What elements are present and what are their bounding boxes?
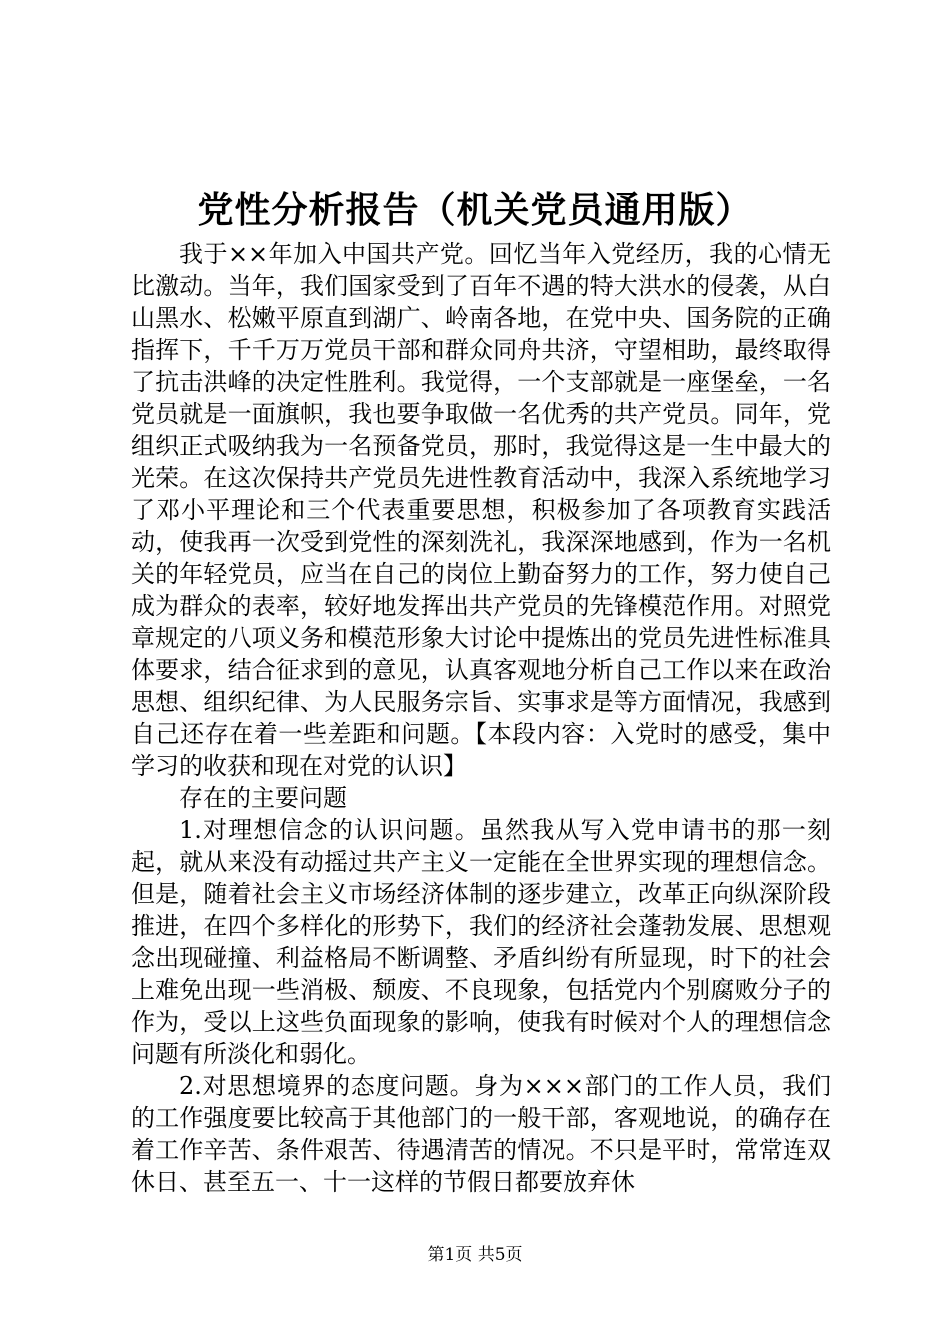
paragraph-problem-1: 1.对理想信念的认识问题。虽然我从写入党申请书的那一刻起，就从来没有动摇过共产主义一定能在全世界实现的理想信念。但是，随着社会主义市场经济体制的逐步建立，改革正向纵深阶段推进，在四个多样化的形势下，我们的经济社会蓬勃发展、思想观念出现碰撞、利益格局不断调整、矛盾纠纷有所显现，时下的社会上难免出现一些消极、颓废、不良现象，包括党内个别腐败分子的作为，受以上这些负面现象的影响，使我有时候对个人的理想信念问题有所淡化和弱化。 (131, 816, 831, 1068)
document-body (131, 238, 831, 1198)
page-footer: 第1页 共5页 (427, 1245, 523, 1265)
paragraph-intro: 我于××年加入中国共产党。回忆当年入党经历，我的心情无比激动。当年，我们国家受到了百年不遇的特大洪水的侵袭，从白山黑水、松嫩平原直到湖广、岭南各地，在党中央、国务院的正确指挥下，千千万万党员干部和群众同舟共济，守望相助，最终取得了抗击洪峰的决定性胜利。我觉得，一个支部就是一座堡垒，一名党员就是一面旗帜，我也要争取做一名优秀的共产党员。同年，党组织正式吸纳我为一名预备党员，那时，我觉得这是一生中最大的光荣。在这次保持共产党员先进性教育活动中，我深入系统地学习了邓小平理论和三个代表重要思想，积极参加了各项教育实践活动，使我再一次受到党性的深刻洗礼，我深深地感到，作为一名机关的年轻党员，应当在自己的岗位上勤奋努力的工作，努力使自己成为群众的表率，较好地发挥出共产党员的先锋模范作用。对照党章规定的八项义务和模范形象大讨论中提炼出的党员先进性标准具体要求，结合征求到的意见，认真客观地分析自己工作以来在政治思想、组织纪律、为人民服务宗旨、实事求是等方面情况，我感到自己还存在着一些差距和问题。【本段内容：入党时的感受，集中学习的收获和现在对党的认识】 (131, 240, 831, 780)
section-heading-main-problems: 存在的主要问题 (179, 784, 347, 812)
paragraph-problem-2: 2.对思想境界的态度问题。身为×××部门的工作人员，我们的工作强度要比较高于其他部门的一般干部，客观地说，的确存在着工作辛苦、条件艰苦、待遇清苦的情况。不只是平时，常常连双休日、甚至五一、十一这样的节假日都要放弃休 (131, 1072, 831, 1196)
document-title: 党性分析报告（机关党员通用版） (197, 189, 753, 231)
